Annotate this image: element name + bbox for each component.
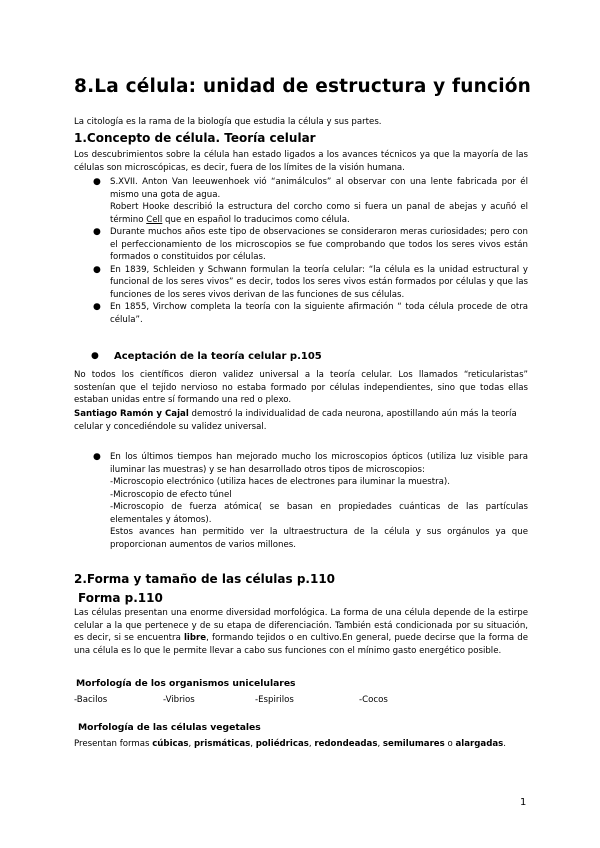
unicellular-item: -Vibrios	[163, 695, 195, 705]
plant-form: semilumares	[382, 739, 445, 749]
acceptance-paragraph: No todos los científicos dieron validez universal a la teoría celular. Los llamados “reticularistas” sostenían que el tejido nervioso no estaba formado por células independientes, sino que todas ellas estaban unidas entre sí formando una red o plexo.	[74, 370, 528, 405]
bullet-item	[93, 264, 528, 302]
bullet-text: En los últimos tiempos han mejorado mucho los microscopios ópticos (utiliza luz visible para iluminar las muestras) y se han desarrollado otros tipos de microscopios:	[110, 452, 528, 475]
page-title: 8.La célula: unidad de estructura y función	[74, 76, 532, 97]
microscope-closing: Estos avances han permitido ver la ultraestructura de la célula y sus orgánulos ya que proporcionan aumentos de varios millones.	[110, 527, 528, 550]
bullet-item	[93, 226, 528, 264]
plant-form: poliédricas	[255, 739, 309, 749]
forma-text: Las células presentan una enorme diversidad morfológica. La forma de una célula depende de la estirpe celular a la que pertenece y de su etapa de diferenciación. También está condicionada por su situación, es decir, si se encuentra	[74, 608, 528, 643]
underlined-term: Cell	[146, 214, 163, 225]
bullet-text: Durante muchos años este tipo de observaciones se consideraron meras curiosidades; pero con el perfeccionamiento de los microscopios se fue comprobando que todos los seres vivos están formados o constituidos por células.	[110, 227, 528, 262]
cajal-text: demostró la individualidad de cada neurona, apostillando aún más la teoría celular y concediéndole su validez universal.	[74, 409, 517, 432]
microscope-item: -Microscopio de fuerza atómica( se basan en propiedades cuánticas de las partículas elementales y átomos).	[110, 502, 528, 525]
plant-heading: Morfología de las células vegetales	[78, 722, 261, 733]
bullet-icon: ●	[93, 302, 101, 312]
bullet-icon: ●	[93, 452, 101, 462]
unicellular-list	[74, 694, 528, 707]
bullet-text: que en español lo traducimos como célula.	[162, 214, 350, 225]
section2-heading: 2.Forma y tamaño de las células p.110	[74, 572, 336, 586]
unicellular-heading: Morfología de los organismos unicelulares	[76, 678, 296, 689]
plant-form: prismáticas	[194, 739, 251, 749]
acceptance-heading: Aceptación de la teoría celular p.105	[114, 351, 322, 362]
separator: ,	[377, 739, 383, 749]
cajal-paragraph	[74, 408, 528, 433]
bullet-icon: ●	[93, 227, 101, 237]
intro-paragraph: La citología es la rama de la biología que estudia la célula y sus partes.	[74, 117, 382, 127]
bullet-icon: ●	[93, 177, 101, 187]
microscope-item: -Microscopio electrónico (utiliza haces de electrones para iluminar la muestra).	[110, 477, 451, 487]
bullet-item-continued	[110, 201, 528, 226]
unicellular-item: -Cocos	[359, 695, 388, 705]
forma-subheading: Forma p.110	[78, 591, 163, 605]
cajal-name: Santiago Ramón y Cajal	[74, 409, 189, 419]
page-number: 1	[520, 797, 527, 808]
bullet-icon: ●	[93, 264, 101, 275]
plant-form: redondeadas	[314, 739, 378, 749]
unicellular-item: -Espirilos	[255, 695, 294, 705]
plant-paragraph	[74, 738, 528, 751]
separator: o	[444, 739, 456, 749]
bullet-item	[93, 301, 528, 326]
section1-bullet-list	[93, 176, 528, 326]
separator: .	[503, 739, 507, 749]
bullet-icon: ●	[91, 351, 99, 361]
bullet-text: Robert Hooke describió la estructura del corcho como si fuera un panal de abejas y acuñó el término	[110, 202, 528, 225]
microscope-item: -Microscopio de efecto túnel	[110, 489, 232, 500]
separator: ,	[308, 739, 315, 749]
bullet-item	[93, 176, 528, 201]
plant-intro: Presentan formas	[74, 739, 153, 749]
microscope-list	[93, 451, 528, 551]
plant-form: cúbicas	[152, 739, 189, 749]
bullet-text: S.XVII. Anton Van leeuwenhoek vió “animálculos” al observar con una lente fabricada por él mismo una gota de agua.	[110, 177, 528, 200]
section1-paragraph: Los descubrimientos sobre la célula han estado ligados a los avances técnicos ya que la mayoría de las células son microscópicas, es decir, fuera de los límites de la visión humana.	[74, 150, 528, 173]
section1-heading: 1.Concepto de célula. Teoría celular	[74, 131, 316, 145]
forma-paragraph	[74, 607, 528, 657]
separator: ,	[250, 739, 256, 749]
separator: ,	[188, 739, 194, 749]
plant-form: alargadas	[455, 739, 504, 749]
acceptance-heading-row	[91, 351, 322, 362]
bullet-item	[93, 451, 528, 476]
bullet-text: En 1855, Virchow completa la teoría con la siguiente afirmación “ toda célula procede de otra célula”.	[110, 302, 528, 325]
forma-bold-term: libre	[183, 633, 207, 643]
forma-text: , formando tejidos o en cultivo.En general, puede decirse que la forma de una célula es lo que le permite llevar a cabo sus funciones con el mínimo gasto energético posible.	[74, 633, 528, 656]
bullet-text: En 1839, Schleiden y Schwann formulan la teoría celular: “la célula es la unidad estructural y funcional de los seres vivos” es decir, todos los seres vivos están formados por células y que las funciones de los seres vivos derivan de las funciones de sus células.	[110, 264, 528, 300]
unicellular-item: -Bacilos	[74, 695, 108, 705]
